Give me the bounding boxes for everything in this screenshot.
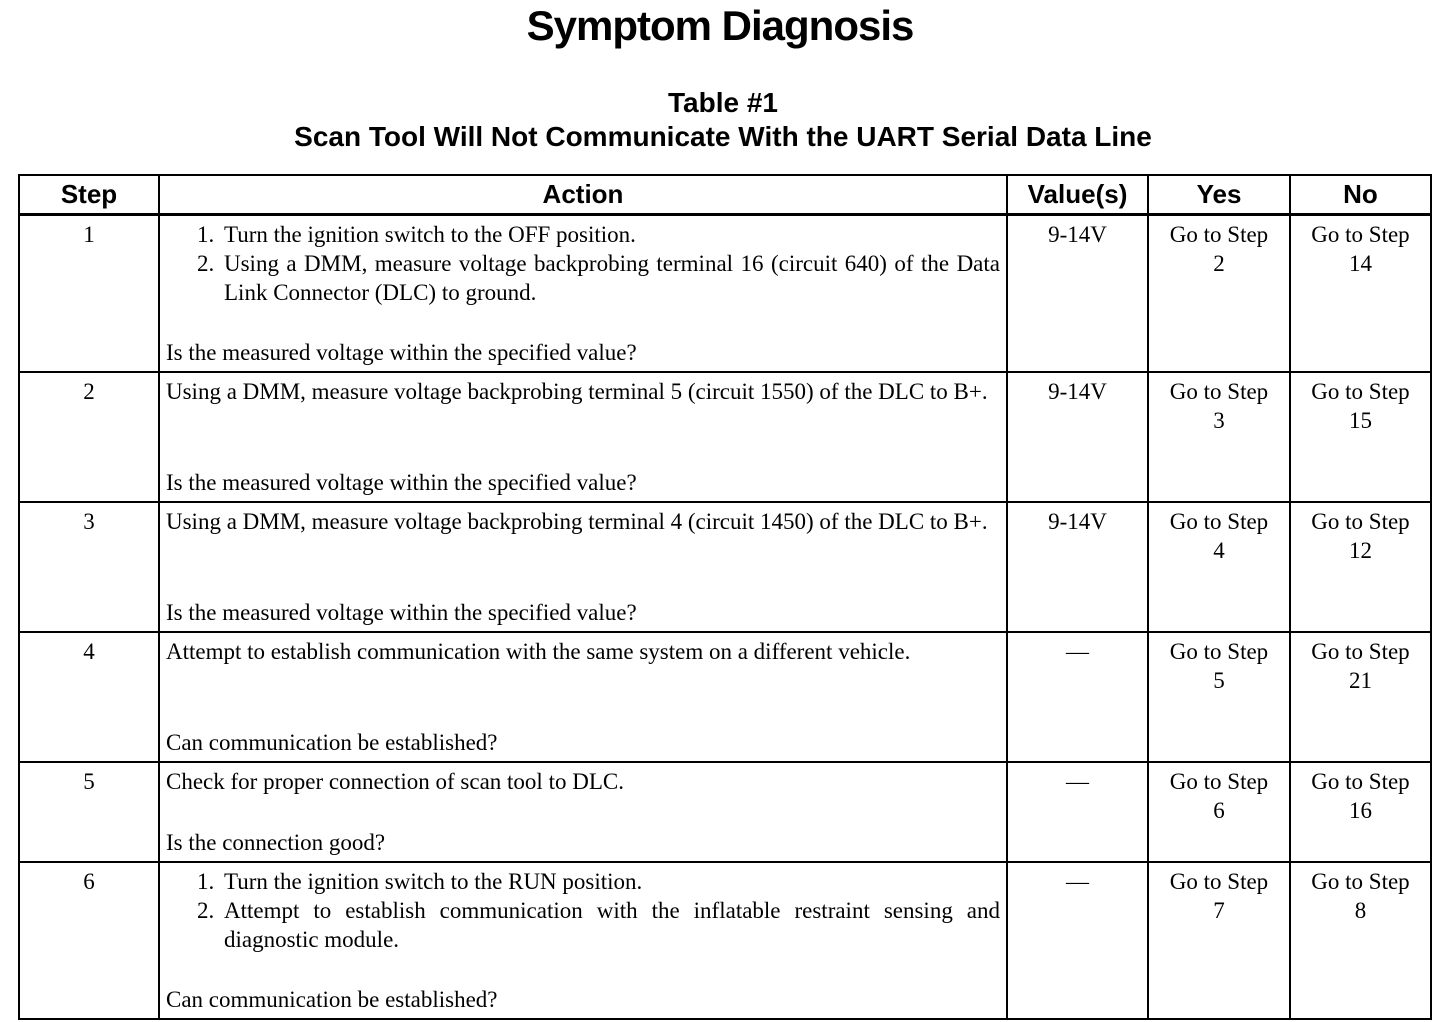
action-question: Is the connection good? xyxy=(166,830,386,855)
page-title: Symptom Diagnosis xyxy=(526,2,914,49)
substep-item: 2. Attempt to establish communication with the inflatable restraint sensing and diagnostic module. xyxy=(220,896,1000,954)
table-row xyxy=(19,215,1431,373)
yes-cell xyxy=(1148,632,1290,762)
action-question: Can communication be established? xyxy=(166,730,498,755)
no-go-step: 21 xyxy=(1349,668,1372,693)
yes-cell xyxy=(1148,762,1290,862)
yes-go-label: Go to Step xyxy=(1169,222,1269,247)
yes-go-step: 7 xyxy=(1213,898,1225,923)
action-text: Using a DMM, measure voltage backprobing terminal 5 (circuit 1550) of the DLC to B+. xyxy=(166,379,988,404)
header-yes: Yes xyxy=(1148,175,1290,215)
no-cell xyxy=(1290,372,1431,502)
yes-go-label: Go to Step xyxy=(1169,379,1269,404)
step-number: 1 xyxy=(19,215,159,373)
table-body xyxy=(19,215,1431,1020)
action-question: Is the measured voltage within the specified value? xyxy=(166,470,637,495)
header-values: Value(s) xyxy=(1007,175,1148,215)
no-go-step: 8 xyxy=(1354,898,1367,923)
no-go-step: 14 xyxy=(1349,251,1372,276)
value-cell: 9-14V xyxy=(1007,215,1148,373)
no-cell xyxy=(1290,215,1431,373)
yes-cell xyxy=(1148,215,1290,373)
action-cell xyxy=(159,862,1007,1019)
table-label: Table #1 xyxy=(668,87,778,118)
substep-list xyxy=(166,220,1000,307)
step-number: 4 xyxy=(19,632,159,762)
no-cell xyxy=(1290,632,1431,762)
value-cell: — xyxy=(1007,762,1148,862)
yes-go-label: Go to Step xyxy=(1169,869,1269,894)
table-subtitle: Scan Tool Will Not Communicate With the UART Serial Data Line xyxy=(294,121,1152,152)
table-row xyxy=(19,762,1431,862)
no-go-step: 15 xyxy=(1349,408,1372,433)
substep-item: 1. Turn the ignition switch to the OFF position. xyxy=(220,220,1000,249)
no-cell xyxy=(1290,762,1431,862)
action-question: Is the measured voltage within the specified value? xyxy=(166,340,637,365)
action-cell xyxy=(159,632,1007,762)
yes-go-step: 4 xyxy=(1213,538,1225,563)
no-go-label: Go to Step xyxy=(1311,222,1410,247)
header-step: Step xyxy=(19,175,159,215)
yes-go-step: 2 xyxy=(1213,251,1225,276)
table-row xyxy=(19,502,1431,632)
table-row xyxy=(19,862,1431,1019)
action-cell xyxy=(159,215,1007,373)
yes-cell xyxy=(1148,862,1290,1019)
value-cell: 9-14V xyxy=(1007,372,1148,502)
yes-go-step: 5 xyxy=(1213,668,1225,693)
value-cell: 9-14V xyxy=(1007,502,1148,632)
action-question: Is the measured voltage within the specified value? xyxy=(166,600,637,625)
yes-go-label: Go to Step xyxy=(1169,509,1269,534)
no-go-label: Go to Step xyxy=(1311,769,1410,794)
no-go-step: 12 xyxy=(1349,538,1372,563)
substep-list xyxy=(166,867,1000,954)
yes-go-label: Go to Step xyxy=(1169,639,1269,664)
action-text: Attempt to establish communication with the same system on a different vehicle. xyxy=(166,639,911,664)
action-question: Can communication be established? xyxy=(166,987,498,1012)
no-cell xyxy=(1290,862,1431,1019)
action-text: Check for proper connection of scan tool to DLC. xyxy=(166,769,624,794)
yes-go-step: 6 xyxy=(1213,798,1225,823)
table-row xyxy=(19,372,1431,502)
step-number: 5 xyxy=(19,762,159,862)
no-go-label: Go to Step xyxy=(1311,869,1410,894)
no-cell xyxy=(1290,502,1431,632)
yes-go-label: Go to Step xyxy=(1169,769,1269,794)
yes-cell xyxy=(1148,372,1290,502)
header-no: No xyxy=(1290,175,1431,215)
step-number: 2 xyxy=(19,372,159,502)
no-go-label: Go to Step xyxy=(1311,639,1410,664)
yes-cell xyxy=(1148,502,1290,632)
substep-item: 2. Using a DMM, measure voltage backprobing terminal 16 (circuit 640) of the Data Link Connector (DLC) to ground. xyxy=(220,249,1000,307)
diagnosis-table xyxy=(18,174,1432,1020)
table-row xyxy=(19,632,1431,762)
no-go-label: Go to Step xyxy=(1311,379,1410,404)
no-go-label: Go to Step xyxy=(1311,509,1410,534)
table-header-row xyxy=(19,175,1431,215)
header-action: Action xyxy=(159,175,1007,215)
step-number: 3 xyxy=(19,502,159,632)
action-text: Using a DMM, measure voltage backprobing terminal 4 (circuit 1450) of the DLC to B+. xyxy=(166,509,988,534)
action-cell xyxy=(159,762,1007,862)
value-cell: — xyxy=(1007,862,1148,1019)
step-number: 6 xyxy=(19,862,159,1019)
no-go-step: 16 xyxy=(1349,798,1372,823)
action-cell xyxy=(159,372,1007,502)
action-cell xyxy=(159,502,1007,632)
substep-item: 1. Turn the ignition switch to the RUN position. xyxy=(220,867,1000,896)
value-cell: — xyxy=(1007,632,1148,762)
yes-go-step: 3 xyxy=(1213,408,1225,433)
